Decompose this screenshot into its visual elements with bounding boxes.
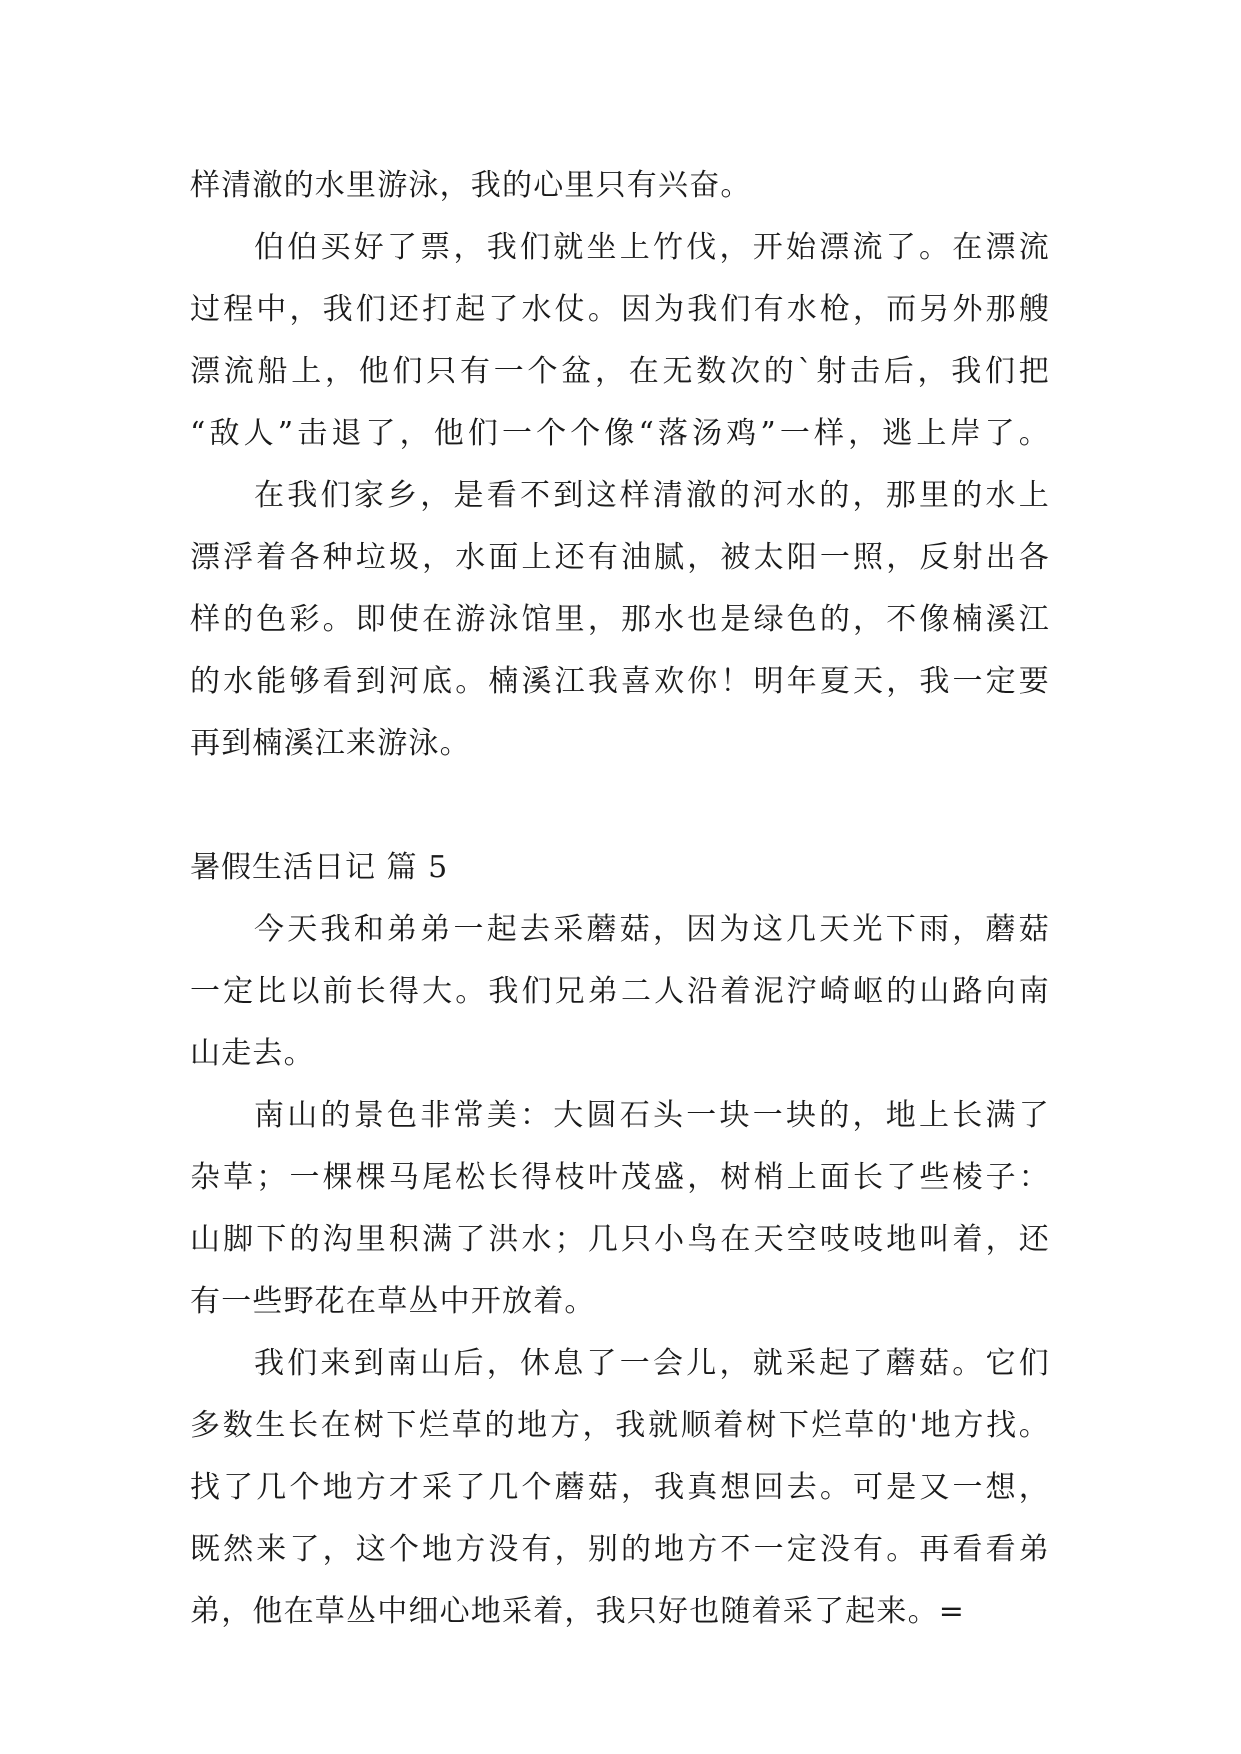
section-title: 暑假生活日记 篇 5: [190, 850, 449, 885]
paragraph-line: 杂草；一棵棵马尾松长得枝叶茂盛，树梢上面长了些棱子：: [190, 1160, 1050, 1195]
paragraph-line: 有一些野花在草丛中开放着。: [190, 1284, 596, 1319]
paragraph: [190, 465, 1050, 775]
paragraph-line: 我们来到南山后，休息了一会儿，就采起了蘑菇。它们: [254, 1346, 1050, 1381]
paragraph-line: 再到楠溪江来游泳。: [190, 726, 471, 761]
paragraph-line: 漂浮着各种垃圾，水面上还有油腻，被太阳一照，反射出各: [190, 540, 1050, 575]
paragraph: [190, 1333, 1050, 1643]
paragraph-line: “敌人”击退了，他们一个个像“落汤鸡”一样，逃上岸了。: [190, 416, 1050, 451]
paragraph-line: 多数生长在树下烂草的地方，我就顺着树下烂草的'地方找。: [190, 1408, 1050, 1443]
continuation-line: 样清澈的水里游泳，我的心里只有兴奋。: [190, 168, 752, 203]
paragraph-line: 一定比以前长得大。我们兄弟二人沿着泥泞崎岖的山路向南: [190, 974, 1050, 1009]
paragraph-line: 南山的景色非常美：大圆石头一块一块的，地上长满了: [254, 1098, 1050, 1133]
paragraph-line: 山走去。: [190, 1036, 315, 1071]
paragraph: [190, 1085, 1050, 1333]
paragraph-line: 山脚下的沟里积满了洪水；几只小鸟在天空吱吱地叫着，还: [190, 1222, 1050, 1257]
paragraph-line: 弟，他在草丛中细心地采着，我只好也随着采了起来。=: [190, 1594, 966, 1629]
paragraph-line: 找了几个地方才采了几个蘑菇，我真想回去。可是又一想，: [190, 1470, 1050, 1505]
paragraph-line: 在我们家乡，是看不到这样清澈的河水的，那里的水上: [254, 478, 1050, 513]
paragraph: [190, 899, 1050, 1085]
paragraph-line: 今天我和弟弟一起去采蘑菇，因为这几天光下雨，蘑菇: [254, 912, 1050, 947]
paragraph-line: 既然来了，这个地方没有，别的地方不一定没有。再看看弟: [190, 1532, 1050, 1567]
section-spacer: [190, 775, 1050, 837]
paragraph-line: 伯伯买好了票，我们就坐上竹伐，开始漂流了。在漂流: [254, 230, 1050, 265]
paragraph-line: 的水能够看到河底。楠溪江我喜欢你！明年夏天，我一定要: [190, 664, 1050, 699]
paragraph-line: 过程中，我们还打起了水仗。因为我们有水枪，而另外那艘: [190, 292, 1050, 327]
paragraph-line: 漂流船上，他们只有一个盆，在无数次的`射击后，我们把: [190, 354, 1050, 389]
document-page: [190, 155, 1050, 1643]
paragraph-line: 样的色彩。即使在游泳馆里，那水也是绿色的，不像楠溪江: [190, 602, 1050, 637]
paragraph: [190, 217, 1050, 465]
